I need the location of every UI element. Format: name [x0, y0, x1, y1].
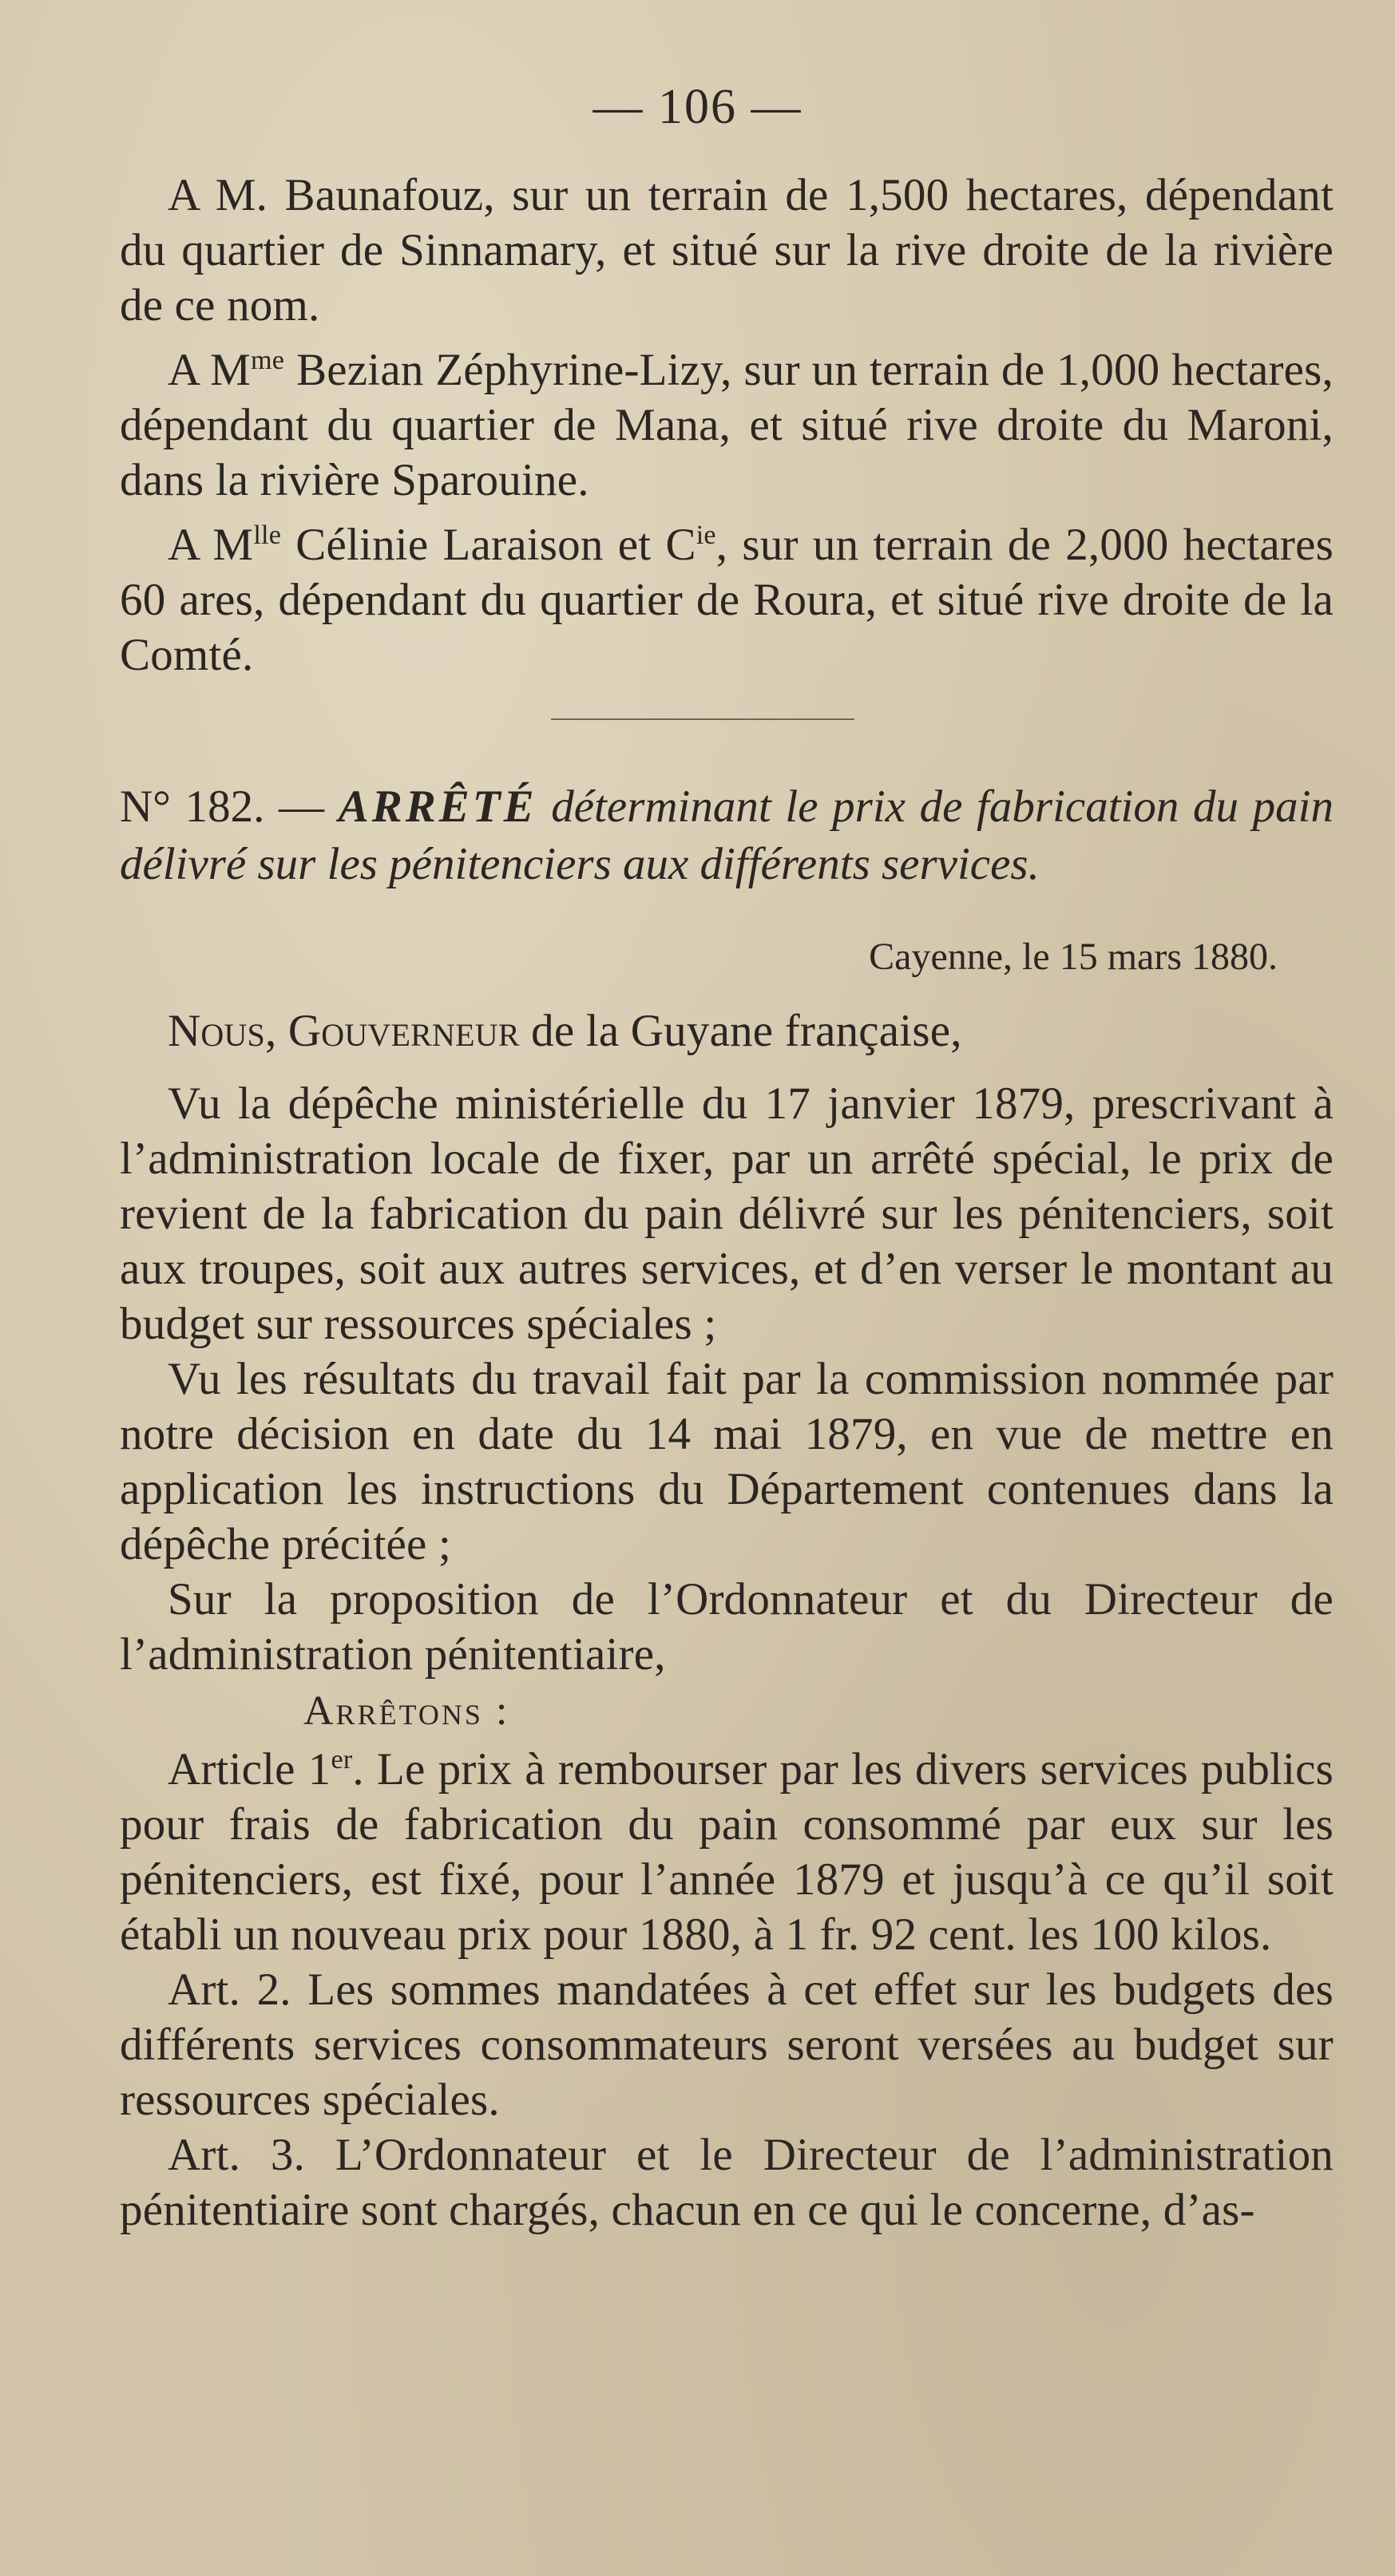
article-1-label: Article 1 — [168, 1744, 331, 1794]
entry-3-mid: Célinie Laraison et C — [281, 520, 696, 570]
concession-entry-1: A M. Baunafouz, sur un terrain de 1,500 hectares, dépendant du quartier de Sinnamary, et situé sur la rive droite de la rivière de ce nom. — [120, 170, 1334, 330]
section-divider — [551, 718, 854, 720]
decree-section — [120, 778, 1334, 2238]
article-1-text: . Le prix à rembourser par les divers services publics pour frais de fabrication du pain consommé par eux sur les pénitenciers, est fixé, pour l’année 1879 et jusqu’à ce qu’il soit établi un nouveau prix pour 1880, à 1 fr. 92 cent. les 100 kilos. — [120, 1744, 1334, 1960]
concession-entry-2 — [120, 342, 1334, 508]
entry-3-prefix: A M — [168, 520, 254, 570]
entry-2-text: Bezian Zéphyrine-Lizy, sur un terrain de 1,000 hectares, dépendant du quartier de Mana, et situé rive droite du Maroni, dans la rivière Sparouine. — [120, 345, 1334, 505]
entry-2-prefix: A M — [168, 345, 251, 395]
article-1 — [120, 1742, 1334, 1962]
entry-3-sup: lle — [253, 520, 282, 550]
decree-title-word: ARRÊTÉ — [338, 782, 537, 832]
decree-dateline: Cayenne, le 15 mars 1880. — [869, 936, 1278, 978]
arretons-heading: Arrêtons : — [303, 1688, 510, 1734]
preamble-rest: de la Guyane française, — [519, 1006, 962, 1056]
page-number: — 106 — — [592, 80, 803, 134]
concession-entry-3 — [120, 517, 1334, 683]
entry-3-text: , sur un terrain de 2,000 hectares 60 ares, dépendant du quartier de Roura, et situé rive droite de la Comté. — [120, 520, 1334, 680]
concession-list — [120, 168, 1334, 683]
decree-number: N° 182. — — [120, 782, 325, 832]
decree-heading — [120, 778, 1334, 893]
article-3: Art. 3. L’Ordonnateur et le Directeur de l’administration pénitentiaire sont chargés, chacun en ce qui le concerne, d’as- — [120, 2130, 1334, 2235]
consideration-2: Vu les résultats du travail fait par la commission nommée par notre décision en date du 14 mai 1879, en vue de mettre en application les instructions du Département contenues dans la dépêche précitée ; — [120, 1354, 1334, 1569]
decree-preamble — [120, 1003, 1334, 1058]
decree-title-rest: déterminant le prix de fabrication du pain délivré sur les pénitenciers aux différents services. — [120, 782, 1334, 889]
entry-2-sup: me — [251, 346, 285, 375]
preamble-caps: Nous, Gouverneur — [168, 1006, 520, 1056]
article-2: Art. 2. Les sommes mandatées à cet effet sur les budgets des différents services consommateurs seront versées au budget sur ressources spéciales. — [120, 1965, 1334, 2125]
consideration-1: Vu la dépêche ministérielle du 17 janvier 1879, prescrivant à l’administration locale de fixer, par un arrêté spécial, le prix de revient de la fabrication du pain délivré sur les pénitenciers, soit aux troupes, soit aux autres services, et d’en verser le montant au budget sur ressources spéciales ; — [120, 1078, 1334, 1349]
consideration-3: Sur la proposition de l’Ordonnateur et du Directeur de l’administration pénitentiaire, — [120, 1574, 1334, 1680]
entry-3-sup2: ie — [696, 520, 716, 550]
article-1-sup: er — [331, 1745, 353, 1775]
